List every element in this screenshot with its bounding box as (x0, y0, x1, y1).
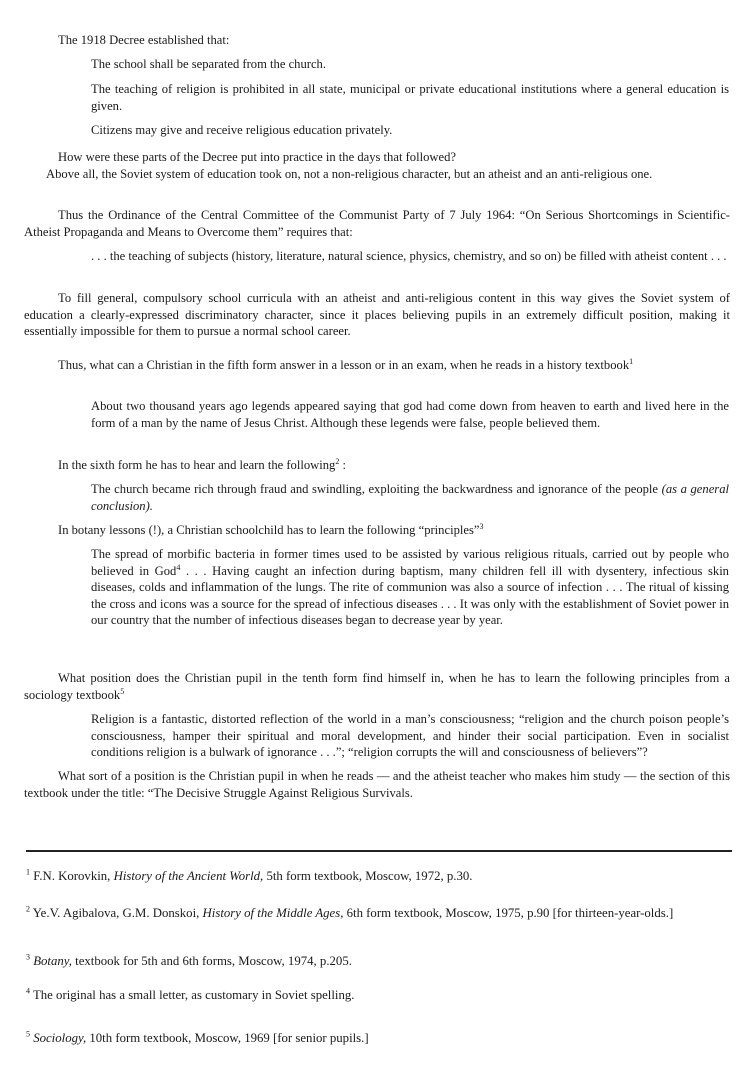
footnote-book-title: Sociology, (33, 1031, 87, 1045)
footnote-1 (26, 868, 732, 885)
paragraph-ordinance (24, 207, 730, 240)
footnote-number: 5 (26, 1029, 30, 1039)
paragraph-botany (24, 522, 730, 539)
quote-text: The school shall be separated from the church. (91, 57, 326, 71)
quote-history-textbook (91, 398, 729, 431)
quote-text: Religion is a fantastic, distorted reflection of the world in a man’s consciousness; “religion and the church poison people’s consciousness, hamper their spiritual and moral development, and hinder their social participation. Even in socialist conditions religion is a bulwark of ignorance . . .”; “religion corrupts the will and consciousness of believers”? (91, 712, 729, 760)
quote-decree-2 (91, 81, 729, 114)
paragraph-text: The 1918 Decree established that: (58, 33, 230, 47)
footnote-text: Ye.V. Agibalova, G.M. Donskoi, (30, 906, 203, 920)
footnote-marker: 3 (479, 521, 484, 531)
quote-text: . . . the teaching of subjects (history, literature, natural science, physics, chemistry, and so on) be filled with atheist content . . . (91, 249, 727, 263)
paragraph-decree-intro (24, 32, 730, 49)
footnote-book-title: History of the Ancient World, (113, 869, 264, 883)
footnote-book-title: History of the Middle Ages, (202, 906, 344, 920)
paragraph-discrimination (24, 290, 730, 340)
quote-text: About two thousand years ago legends appeared saying that god had come down from heaven to earth and lived here in the form of a man by the name of Jesus Christ. Although these legends were false, people believed them. (91, 399, 729, 430)
quote-botany-textbook (91, 546, 729, 629)
footnote-text: 5th form textbook, Moscow, 1972, p.30. (263, 869, 473, 883)
quote-decree-1 (91, 56, 729, 73)
quote-text: . . . Having caught an infection during baptism, many children fell ill with dysentery, infectious skin diseases, colds and inflammation of the lungs. The rite of communion was also a source of infection . . . The ritual of kissing the cross and icons was a source for the spread of infectious diseases . . . It was only with the establishment of Soviet power in our country that the number of infectious diseases began to decrease year by year. (91, 563, 729, 628)
footnote-book-title: Botany, (33, 954, 72, 968)
footnote-number: 2 (26, 904, 30, 914)
footnote-marker: 1 (629, 356, 634, 366)
footnote-text: The original has a small letter, as customary in Soviet spelling. (30, 988, 355, 1002)
paragraph-decisive-struggle (24, 768, 730, 801)
quote-middle-ages-textbook (91, 481, 729, 514)
footnote-3 (26, 953, 732, 970)
footnote-marker: 4 (176, 562, 181, 572)
footnote-text: textbook for 5th and 6th forms, Moscow, 1974, p.205. (71, 954, 352, 968)
quote-text: The church became rich through fraud and swindling, exploiting the backwardness and ignorance of the people (91, 482, 659, 496)
footnote-divider (26, 850, 732, 852)
quote-ordinance (91, 248, 729, 265)
footnote-2 (26, 905, 732, 922)
paragraph-text: Above all, the Soviet system of education took on, not a non-religious character, but an atheist and an anti-religious one. (46, 167, 653, 181)
paragraph-text: Thus, what can a Christian in the fifth form answer in a lesson or in an exam, when he reads in a history textbook (58, 358, 630, 372)
quote-text: The teaching of religion is prohibited in all state, municipal or private educational institutions where a general education is given. (91, 82, 729, 113)
footnote-5 (26, 1030, 732, 1047)
footnote-marker: 2 (335, 456, 340, 466)
paragraph-tenth-form (24, 670, 730, 703)
paragraph-text: What sort of a position is the Christian pupil in when he reads — and the atheist teacher who makes him study — the section of this textbook under the title: “The Decisive Struggle Against Religious Survivals. (24, 769, 730, 800)
paragraph-text: How were these parts of the Decree put into practice in the days that followed? (58, 150, 456, 164)
paragraph-sixth-form (24, 457, 730, 474)
quote-text: The spread of morbific bacteria in former times used to be assisted by various religious rituals, carried out by people who believed in God (91, 547, 729, 578)
footnote-text: 10th form textbook, Moscow, 1969 [for senior pupils.] (86, 1031, 369, 1045)
quote-decree-3 (91, 122, 729, 139)
quote-italic-text: (as a general conclusion). (91, 482, 729, 513)
paragraph-practice-question (24, 149, 730, 166)
paragraph-text: In botany lessons (!), a Christian schoolchild has to learn the following “principles” (58, 523, 480, 537)
paragraph-text: : (339, 458, 346, 472)
quote-sociology-textbook (91, 711, 729, 761)
footnote-text: 6th form textbook, Moscow, 1975, p.90 [for thirteen-year-olds.] (343, 906, 674, 920)
footnote-number: 3 (26, 952, 30, 962)
paragraph-soviet-education (24, 166, 730, 183)
paragraph-text: Thus the Ordinance of the Central Committee of the Communist Party of 7 July 1964: “On Serious Shortcomings in Scientific-Atheist Propaganda and Means to Overcome them” requires that: (24, 208, 730, 239)
paragraph-text: To fill general, compulsory school curricula with an atheist and anti-religious content in this way gives the Soviet system of education a clearly-expressed discriminatory character, since it places believing pupils in an extremely difficult position, making it essentially impossible for them to pursue a normal school career. (24, 291, 730, 339)
paragraph-text: In the sixth form he has to hear and learn the following (58, 458, 336, 472)
footnote-number: 4 (26, 986, 30, 996)
footnote-4 (26, 987, 732, 1004)
paragraph-fifth-form (24, 357, 730, 374)
footnote-text: F.N. Korovkin, (30, 869, 114, 883)
quote-text: Citizens may give and receive religious education privately. (91, 123, 393, 137)
paragraph-text: What position does the Christian pupil in the tenth form find himself in, when he has to learn the following principles from a sociology textbook (24, 671, 730, 702)
footnote-number: 1 (26, 867, 30, 877)
footnote-marker: 5 (120, 686, 125, 696)
